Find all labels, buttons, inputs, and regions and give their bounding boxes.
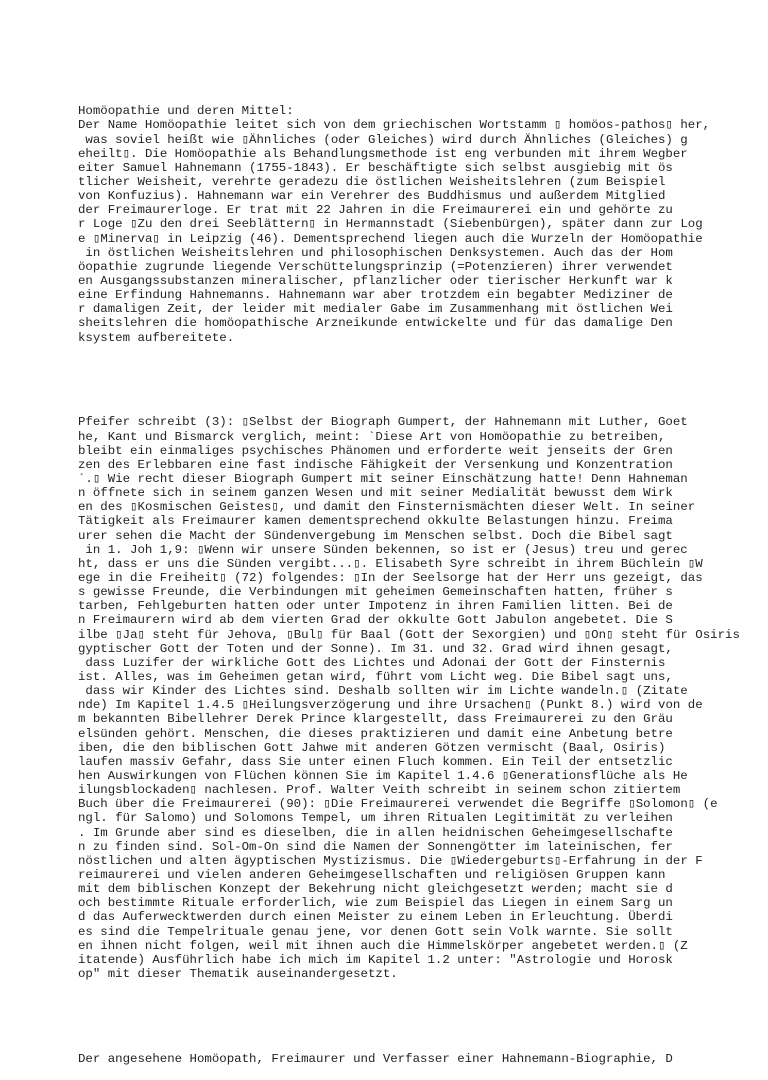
paragraph-1 [78,104,768,344]
paragraph-gap [78,373,768,387]
text-line: r Loge ▯Zu den drei Seeblättern▯ in Hermannstadt (Siebenbürgen), später dann zur Log [78,217,703,232]
text-line: was soviel heißt wie ▯Ähnliches (oder Gleiches) wird durch Ähnliches (Gleiches) g [78,132,688,147]
text-line: n zu finden sind. Sol-Om-On sind die Namen der Sonnengötter im lateinischen, fer [78,839,673,854]
text-line: sheitslehren die homöopathische Arzneikunde entwickelte und für das damalige Den [78,316,673,331]
text-line: eheilt▯. Die Homöopathie als Behandlungsmethode ist eng verbunden mit ihrem Wegber [78,146,688,161]
text-line: och bestimmte Rituale erforderlich, wie zum Beispiel das Liegen in einem Sarg un [78,896,673,911]
text-line: op" mit dieser Thematik auseinandergesetzt. [78,966,398,981]
text-line: dass Luzifer der wirkliche Gott des Lichtes und Adonai der Gott der Finsternis [78,655,666,670]
text-line: ´.▯ Wie recht dieser Biograph Gumpert mit seiner Einschätzung hatte! Denn Hahneman [78,472,688,487]
text-line: in 1. Joh 1,9: ▯Wenn wir unsere Sünden bekennen, so ist er (Jesus) treu und gerec [78,542,688,557]
text-line: hen Auswirkungen von Flüchen können Sie im Kapitel 1.4.6 ▯Generationsflüche als He [78,768,688,783]
text-line: bleibt ein einmaliges psychisches Phänomen und erforderte weit jenseits der Gren [78,443,673,458]
text-line: Der Name Homöopathie leitet sich von dem griechischen Wortstamm ▯ homöos-pathos▯ her, [78,118,711,133]
text-line: dass wir Kinder des Lichtes sind. Deshalb sollten wir im Lichte wandeln.▯ (Zitate [78,684,688,699]
text-line: n öffnete sich in seinem ganzen Wesen und mit seiner Medialität bewusst dem Wirk [78,486,673,501]
text-line: s gewisse Freunde, die Verbindungen mit geheimen Gemeinschaften hatten, früher s [78,585,673,600]
text-line: mit dem biblischen Konzept der Bekehrung nicht gleichgesetzt werden; macht sie d [78,882,673,897]
text-line: öopathie zugrunde liegende Verschüttelungsprinzip (=Potenzieren) ihrer verwendet [78,259,673,274]
text-line: nde) Im Kapitel 1.4.5 ▯Heilungsverzögerung und ihre Ursachen▯ (Punkt 8.) wird von de [78,698,703,713]
text-line: itatende) Ausführlich habe ich mich im Kapitel 1.2 unter: "Astrologie und Horosk [78,952,673,967]
paragraph-gap [78,1009,768,1023]
text-line: en des ▯Kosmischen Geistes▯, und damit den Finsternismächten dieser Welt. In seiner [78,500,696,515]
text-line: en Ausgangssubstanzen mineralischer, pflanzlicher oder tierischer Herkunft war k [78,274,673,288]
text-line: elsünden gehört. Menschen, die dieses praktizieren und damit eine Anbetung betre [78,726,673,741]
text-line: . Im Grunde aber sind es dieselben, die in allen heidnischen Geheimgesellschafte [78,825,673,840]
text-line: Pfeifer schreibt (3): ▯Selbst der Biograph Gumpert, der Hahnemann mit Luther, Goet [78,415,688,430]
text-line: tarben, Fehlgeburten hatten oder unter Impotenz in ihren Familien litten. Bei de [78,599,673,614]
text-line: n Freimaurern wird ab dem vierten Grad der okkulte Gott Jabulon angebetet. Die S [78,613,673,628]
text-line: ege in die Freiheit▯ (72) folgendes: ▯In der Seelsorge hat der Herr uns gezeigt, das [78,571,703,586]
text-line: Tätigkeit als Freimaurer kamen dementsprechend okkulte Belastungen hinzu. Freima [78,514,673,529]
text-line: e ▯Minerva▯ in Leipzig (46). Dementsprechend liegen auch die Wurzeln der Homöopathie [78,231,703,246]
text-line: zen des Erlebbaren eine fast indische Fähigkeit der Versenkung und Konzentration [78,457,673,472]
text-line: reimaurerei und vielen anderen Geheimgesellschaften und religiösen Gruppen kann [78,867,666,882]
text-line: Der angesehene Homöopath, Freimaurer und Verfasser einer Hahnemann-Biographie, D [78,1051,673,1066]
text-line: ksystem aufbereitete. [78,330,235,345]
text-line: nöstlichen und alten ägyptischen Mystizismus. Die ▯Wiedergeburts▯-Erfahrung in der F [78,853,703,868]
text-line: tlicher Weisheit, verehrte geradezu die östlichen Weisheitslehren (zum Beispiel [78,175,666,190]
paragraph-2 [78,415,768,981]
text-line: eine Erfindung Hahnemanns. Hahnemann war aber trotzdem ein begabter Mediziner de [78,288,673,303]
text-line: laufen massiv Gefahr, dass Sie unter einen Fluch kommen. Ein Teil der entsetzlic [78,754,673,769]
text-line: ilungsblockaden▯ nachlesen. Prof. Walter Veith schreibt in seinem schon zitiertem [78,783,681,798]
text-line: he, Kant und Bismarck verglich, meint: `Diese Art von Homöopathie zu betreiben, [78,429,666,444]
text-line: ilbe ▯Ja▯ steht für Jehova, ▯Bul▯ für Baal (Gott der Sexorgien) und ▯On▯ steht für Osiris [78,627,740,642]
text-line: en ihnen nicht folgen, weil mit ihnen auch die Himmelskörper angebetet werden.▯ (Z [78,938,688,953]
text-line: gyptischer Gott der Toten und der Sonne). Im 31. und 32. Grad wird ihnen gesagt, [78,641,673,656]
text-line: m bekannten Bibellehrer Derek Prince klargestellt, dass Freimaurerei zu den Gräu [78,712,673,727]
text-line: es sind die Tempelrituale genau jene, vor denen Gott sein Volk warnte. Sie sollt [78,924,673,939]
text-line: ist. Alles, was im Geheimen getan wird, führt vom Licht weg. Die Bibel sagt uns, [78,670,673,684]
text-line: eiter Samuel Hahnemann (1755-1843). Er beschäftigte sich selbst ausgiebig mit ös [78,160,673,175]
text-line: Buch über die Freimaurerei (90): ▯Die Freimaurerei verwendet die Begriffe ▯Solomon▯ (e [78,797,718,812]
text-line: r damaligen Zeit, der leider mit medialer Gabe im Zusammenhang mit östlichen Wei [78,302,673,317]
text-line: ngl. für Salomo) und Solomons Tempel, um ihren Ritualen Legitimität zu verleihen [78,811,673,826]
document-page [78,76,768,1080]
text-line: d das Auferwecktwerden durch einen Meister zu einem Leben in Erleuchtung. Überdi [78,910,673,925]
text-line: ht, dass er uns die Sünden vergibt...▯. Elisabeth Syre schreibt in ihrem Büchlein ▯W [78,556,703,571]
text-line: in östlichen Weisheitslehren und philosophischen Denksystemen. Auch das der Hom [78,245,673,260]
text-line: urer sehen die Macht der Sündenvergebung im Menschen selbst. Doch die Bibel sagt [78,528,673,543]
text-line: der Freimaurerloge. Er trat mit 22 Jahren in die Freimaurerei ein und gehörte zu [78,203,673,218]
paragraph-3 [78,1052,768,1066]
text-line: von Konfuzius). Hahnemann war ein Verehrer des Buddhismus und außerdem Mitglied [78,189,666,204]
text-line: iben, die den biblischen Gott Jahwe mit anderen Götzen vermischt (Baal, Osiris) [78,740,666,755]
text-line: Homöopathie und deren Mittel: [78,104,294,119]
